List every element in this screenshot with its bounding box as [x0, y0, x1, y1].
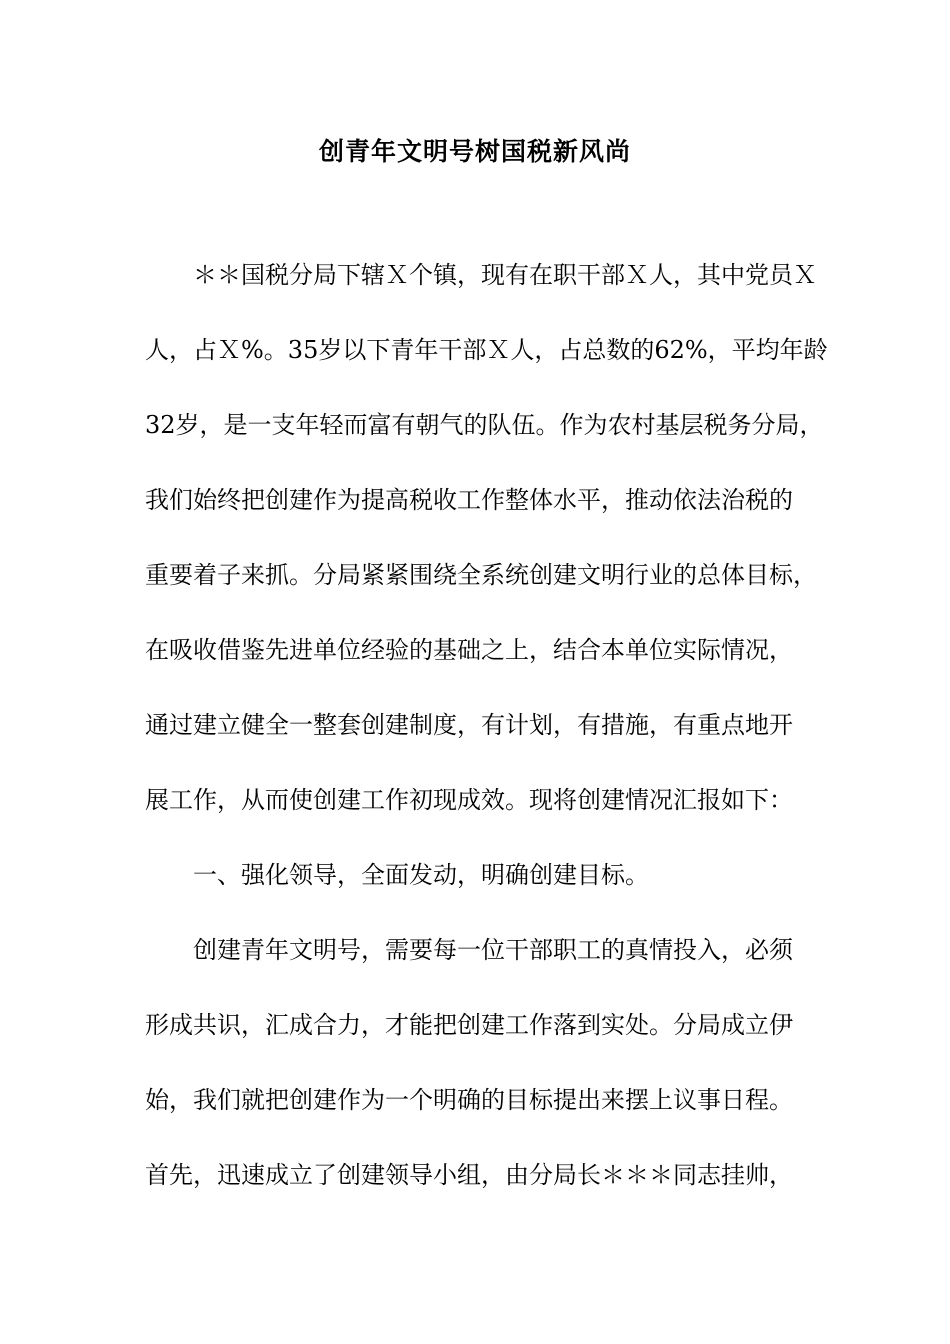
paragraph-line: 重要着子来抓。分局紧紧围绕全系统创建文明行业的总体目标， — [145, 561, 817, 589]
paragraph-line: 创建青年文明号，需要每一位干部职工的真情投入，必须 — [145, 936, 793, 964]
paragraph-line: 形成共识，汇成合力，才能把创建工作落到实处。分局成立伊 — [145, 1011, 793, 1039]
paragraph-line: 通过建立健全一整套创建制度，有计划，有措施，有重点地开 — [145, 711, 793, 739]
paragraph-line: 始，我们就把创建作为一个明确的目标提出来摆上议事日程。 — [145, 1086, 793, 1114]
paragraph-line: 人，占Ｘ%。35岁以下青年干部Ｘ人，占总数的62%，平均年龄 — [145, 336, 828, 364]
section-heading: 一、强化领导，全面发动，明确创建目标。 — [145, 861, 649, 889]
paragraph-line: 我们始终把创建作为提高税收工作整体水平，推动依法治税的 — [145, 486, 793, 514]
paragraph-line: ＊＊国税分局下辖Ｘ个镇，现有在职干部Ｘ人，其中党员Ｘ — [145, 261, 817, 289]
paragraph-line: 在吸收借鉴先进单位经验的基础之上，结合本单位实际情况， — [145, 636, 793, 664]
paragraph-line: 首先，迅速成立了创建领导小组，由分局长＊＊＊同志挂帅， — [145, 1161, 793, 1189]
paragraph-line: 32岁，是一支年轻而富有朝气的队伍。作为农村基层税务分局， — [145, 411, 824, 439]
paragraph-line: 展工作，从而使创建工作初现成效。现将创建情况汇报如下： — [145, 786, 793, 814]
document-title: 创青年文明号树国税新风尚 — [318, 137, 631, 166]
